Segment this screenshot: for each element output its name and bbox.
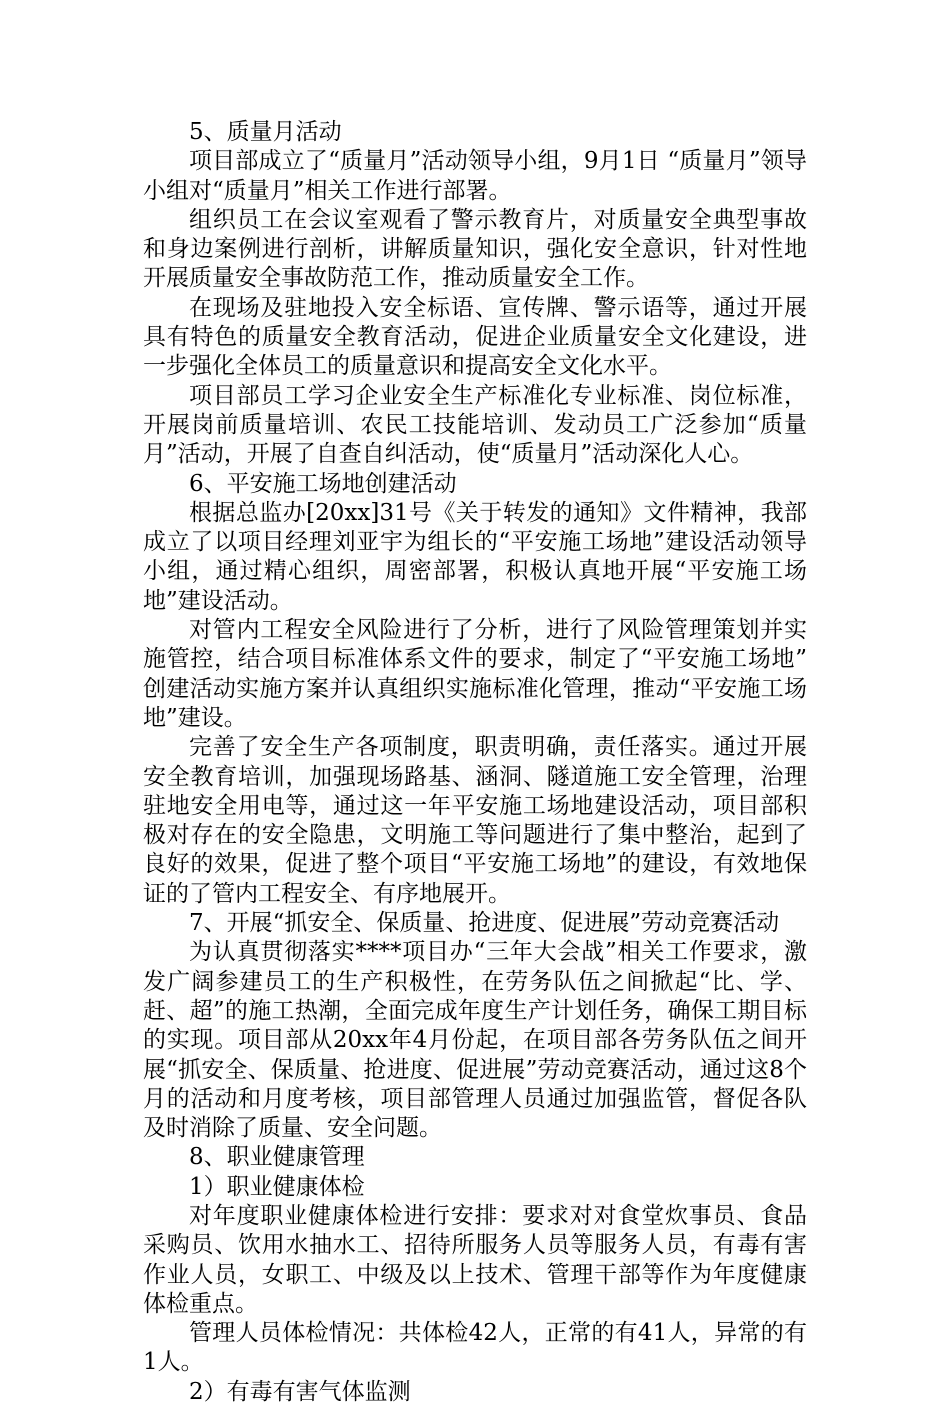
paragraph: 对管内工程安全风险进行了分析，进行了风险管理策划并实施管控，结合项目标准体系文件的要求，制定了“平安施工场地” 创建活动实施方案并认真组织实施标准化管理，推动“平安施工场地”建设。 (143, 617, 807, 731)
paragraph: 对年度职业健康体检进行安排：要求对对食堂炊事员、食品采购员、饮用水抽水工、招待所服务人员等服务人员，有毒有害作业人员，女职工、中级及以上技术、管理干部等作为年度健康体检重点。 (143, 1202, 807, 1317)
heading-occupational-health: 8、职业健康管理 (189, 1144, 365, 1171)
paragraph: 管理人员体检情况：共体检42人，正常的有41人，异常的有1人。 (143, 1320, 807, 1376)
heading-safe-construction-site: 6、平安施工场地创建活动 (189, 470, 457, 497)
heading-quality-month: 5、质量月活动 (189, 119, 342, 145)
paragraph: 项目部员工学习企业安全生产标准化专业标准、岗位标准，开展岗前质量培训、农民工技能培训、发动员工广泛参加“质量月”活动，开展了自查自纠活动，使“质量月”活动深化人心。 (143, 382, 807, 468)
paragraph: 为认真贯彻落实****项目办“三年大会战”相关工作要求，激发广阔参建员工的生产积极性，在劳务队伍之间掀起“比、学、赶、超”的施工热潮，全面完成年度生产计划任务，确保工期目标的实现。项目部从20xx年4月份起，在项目部各劳务队伍之间开展“抓安全、保质量、抢进度、促进展”劳动竞赛活动，通过这8个月的活动和月度考核，项目部管理人员通过加强监管，督促各队及时消除了质量、安全问题。 (143, 939, 807, 1142)
document-page (143, 118, 807, 1407)
paragraph: 项目部成立了“质量月”活动领导小组，9月1日 “质量月”领导小组对“质量月”相关工作进行部署。 (143, 148, 807, 204)
paragraph: 完善了安全生产各项制度，职责明确，责任落实。通过开展安全教育培训，加强现场路基、涵洞、隧道施工安全管理，治理驻地安全用电等，通过这一年平安施工场地建设活动，项目部积极对存在的安全隐患，文明施工等问题进行了集中整治，起到了良好的效果，促进了整个项目“平安施工场地”的建设，有效地保证的了管内工程安全、有序地展开。 (143, 734, 807, 907)
paragraph: 在现场及驻地投入安全标语、宣传牌、警示语等，通过开展具有特色的质量安全教育活动，促进企业质量安全文化建设，进一步强化全体员工的质量意识和提高安全文化水平。 (143, 294, 807, 380)
heading-labor-competition: 7、开展“抓安全、保质量、抢进度、促进展”劳动竞赛活动 (189, 910, 780, 937)
paragraph: 组织员工在会议室观看了警示教育片，对质量安全典型事故和身边案例进行剖析，讲解质量知识，强化安全意识，针对性地开展质量安全事故防范工作，推动质量安全工作。 (143, 206, 807, 292)
subheading-health-checkup: 1）职业健康体检 (189, 1173, 365, 1200)
paragraph: 根据总监办[20xx]31号《关于转发的通知》文件精神，我部成立了以项目经理刘亚宇为组长的“平安施工场地”建设活动领导小组，通过精心组织，周密部署，积极认真地开展“平安施工场地”建设活动。 (143, 499, 807, 614)
subheading-toxic-gas-monitoring: 2）有毒有害气体监测 (189, 1378, 411, 1405)
